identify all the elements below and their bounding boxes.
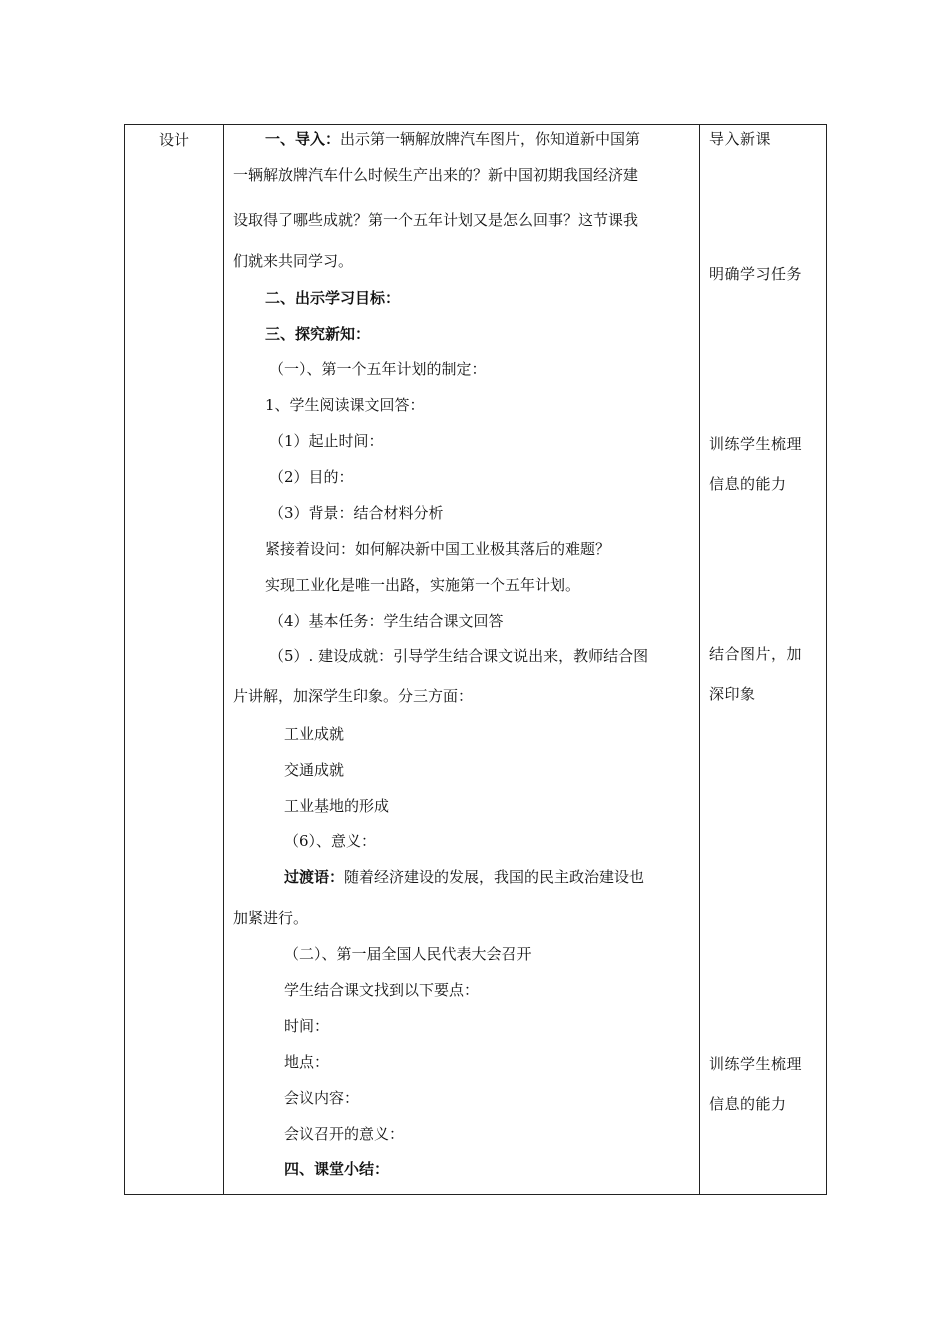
transition-line-2: 加紧进行。 [233,909,309,927]
learning-goals-heading: 二、出示学习目标： [265,289,401,307]
follow-up-answer: 实现工业化是唯一出路，实施第一个五年计划。 [265,576,581,594]
section-label: 设计 [158,131,189,149]
note-training-1-line-1: 训练学生梳理 [709,435,803,453]
note-training-1-line-2: 信息的能力 [709,475,787,493]
achievement-industry: 工业成就 [284,725,345,743]
question-1-2: （2）目的： [269,468,354,486]
note-images-line-1: 结合图片，加 [709,645,803,663]
point-place: 地点： [284,1053,330,1071]
question-1-5-line-2: 片讲解，加深学生印象。分三方面： [233,687,474,705]
transition-line-1 [284,867,644,887]
question-1-3: （3）背景：结合材料分析 [269,504,444,522]
follow-up-question: 紧接着设问：如何解决新中国工业极其落后的难题？ [265,540,611,558]
transition-heading: 过渡语： [284,868,345,886]
section-2-intro: 学生结合课文找到以下要点： [284,981,480,999]
achievement-transport: 交通成就 [284,761,345,779]
section-1-title: （一）、第一个五年计划的制定： [269,360,487,378]
note-intro: 导入新课 [709,130,772,148]
intro-line-2: 一辆解放牌汽车什么时候生产出来的？新中国初期我国经济建 [233,166,639,184]
note-goals: 明确学习任务 [709,265,803,283]
point-meaning: 会议召开的意义： [284,1125,405,1143]
question-1-6: （6）、意义： [284,832,377,850]
question-1-1: （1）起止时间： [269,432,384,450]
column-divider-2 [699,125,700,1194]
note-training-2-line-2: 信息的能力 [709,1095,787,1113]
question-1-5-line-1: （5）. 建设成就：引导学生结合课文说出来，教师结合图 [269,647,649,665]
intro-heading: 一、导入： [265,130,341,148]
intro-line-4: 们就来共同学习。 [233,252,354,270]
point-time: 时间： [284,1017,330,1035]
point-content: 会议内容： [284,1089,360,1107]
note-images-line-2: 深印象 [709,685,756,703]
achievement-industrial-base: 工业基地的形成 [284,797,390,815]
question-1-4: （4）基本任务：学生结合课文回答 [269,612,504,630]
explore-heading: 三、探究新知： [265,325,371,343]
intro-line-1 [265,129,640,149]
intro-line-3: 设取得了哪些成就？第一个五年计划又是怎么回事？这节课我 [233,211,639,229]
note-training-2-line-1: 训练学生梳理 [709,1055,803,1073]
transition-text: 随着经济建设的发展，我国的民主政治建设也 [344,868,645,886]
column-divider-1 [223,125,224,1194]
section-2-title: （二）、第一届全国人民代表大会召开 [284,945,532,963]
summary-heading: 四、课堂小结： [284,1160,390,1178]
question-1: 1、学生阅读课文回答： [265,396,425,414]
lesson-design-table [124,124,827,1195]
intro-text: 出示第一辆解放牌汽车图片，你知道新中国第 [340,130,641,148]
